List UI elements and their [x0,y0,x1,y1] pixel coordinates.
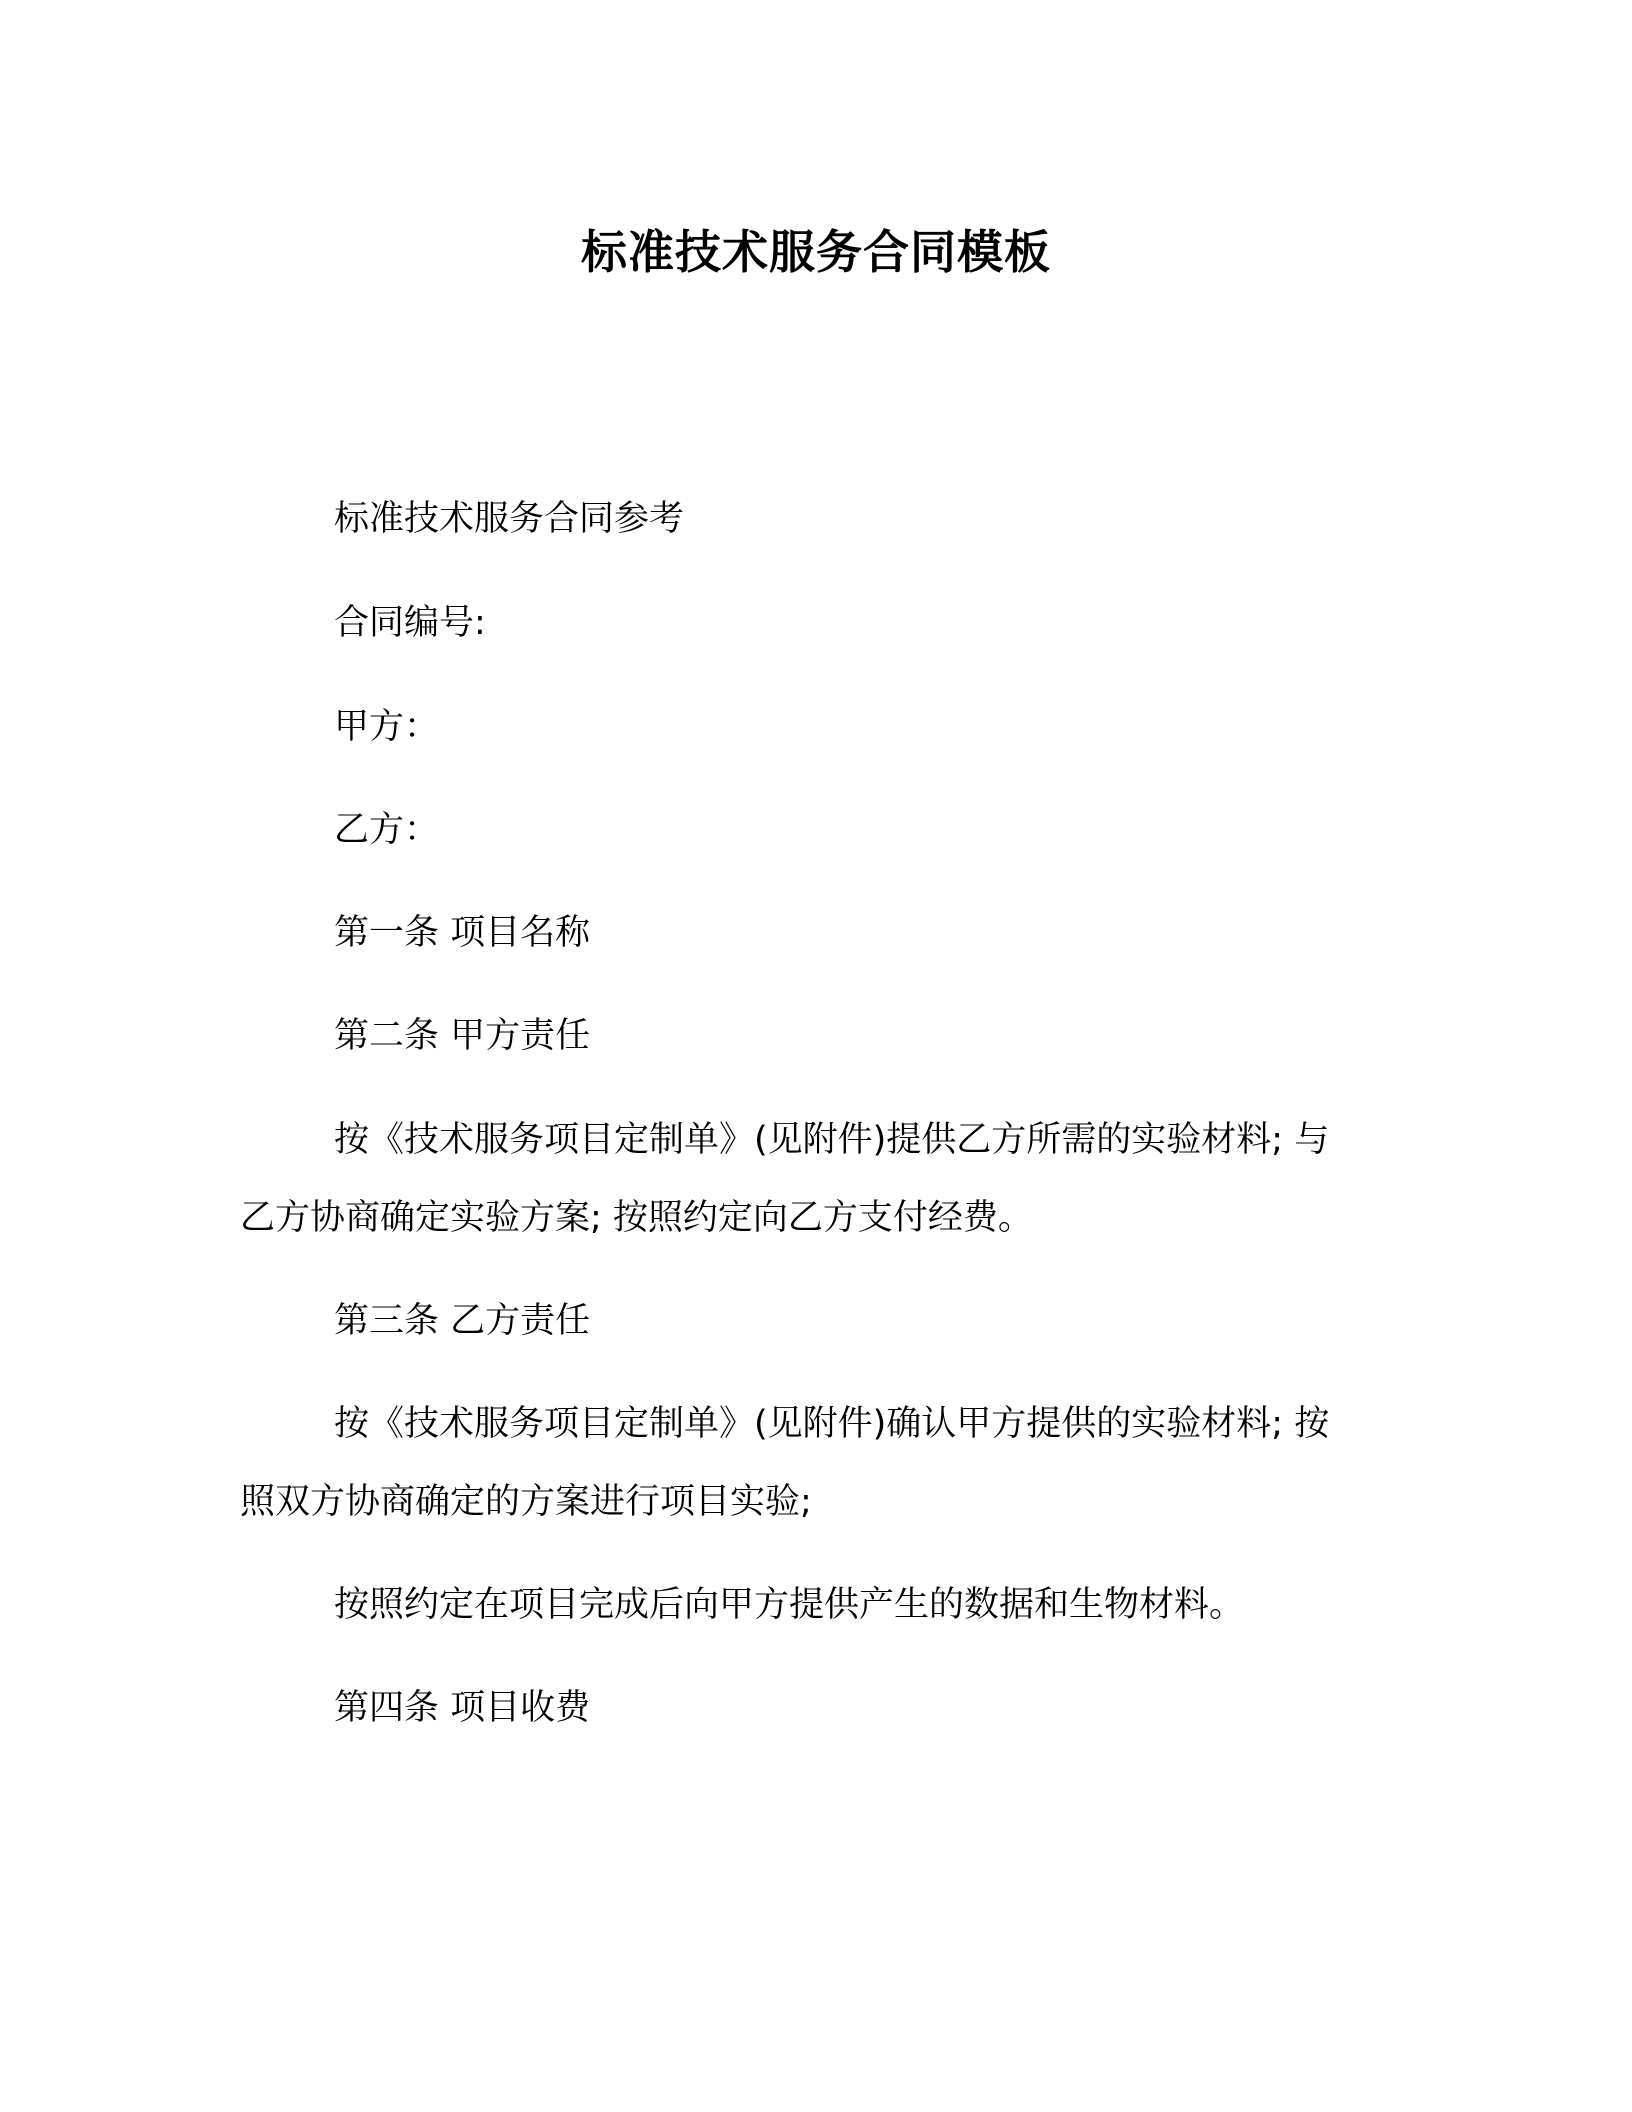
article-3-paragraph-2: 按照约定在项目完成后向甲方提供产生的数据和生物材料。 [334,1585,1245,1625]
document-title: 标准技术服务合同模板 [581,225,1051,279]
article-2-heading: 第二条 甲方责任 [334,1016,591,1056]
article-2-paragraph-line-2: 乙方协商确定实验方案; 按照约定向乙方支付经费。 [240,1198,1033,1238]
article-1-heading: 第一条 项目名称 [334,913,591,953]
article-3-paragraph-line-1: 按《技术服务项目定制单》(见附件)确认甲方提供的实验材料; 按 [334,1404,1330,1444]
contract-number-label: 合同编号: [334,603,486,643]
party-a-label: 甲方： [334,707,440,747]
subtitle-line: 标准技术服务合同参考 [334,499,685,539]
article-3-heading: 第三条 乙方责任 [334,1301,591,1341]
party-b-label: 乙方： [334,810,440,850]
article-3-paragraph-line-2: 照双方协商确定的方案进行项目实验; [240,1482,812,1522]
article-2-paragraph-line-1: 按《技术服务项目定制单》(见附件)提供乙方所需的实验材料; 与 [334,1120,1330,1160]
article-4-heading: 第四条 项目收费 [334,1688,591,1728]
